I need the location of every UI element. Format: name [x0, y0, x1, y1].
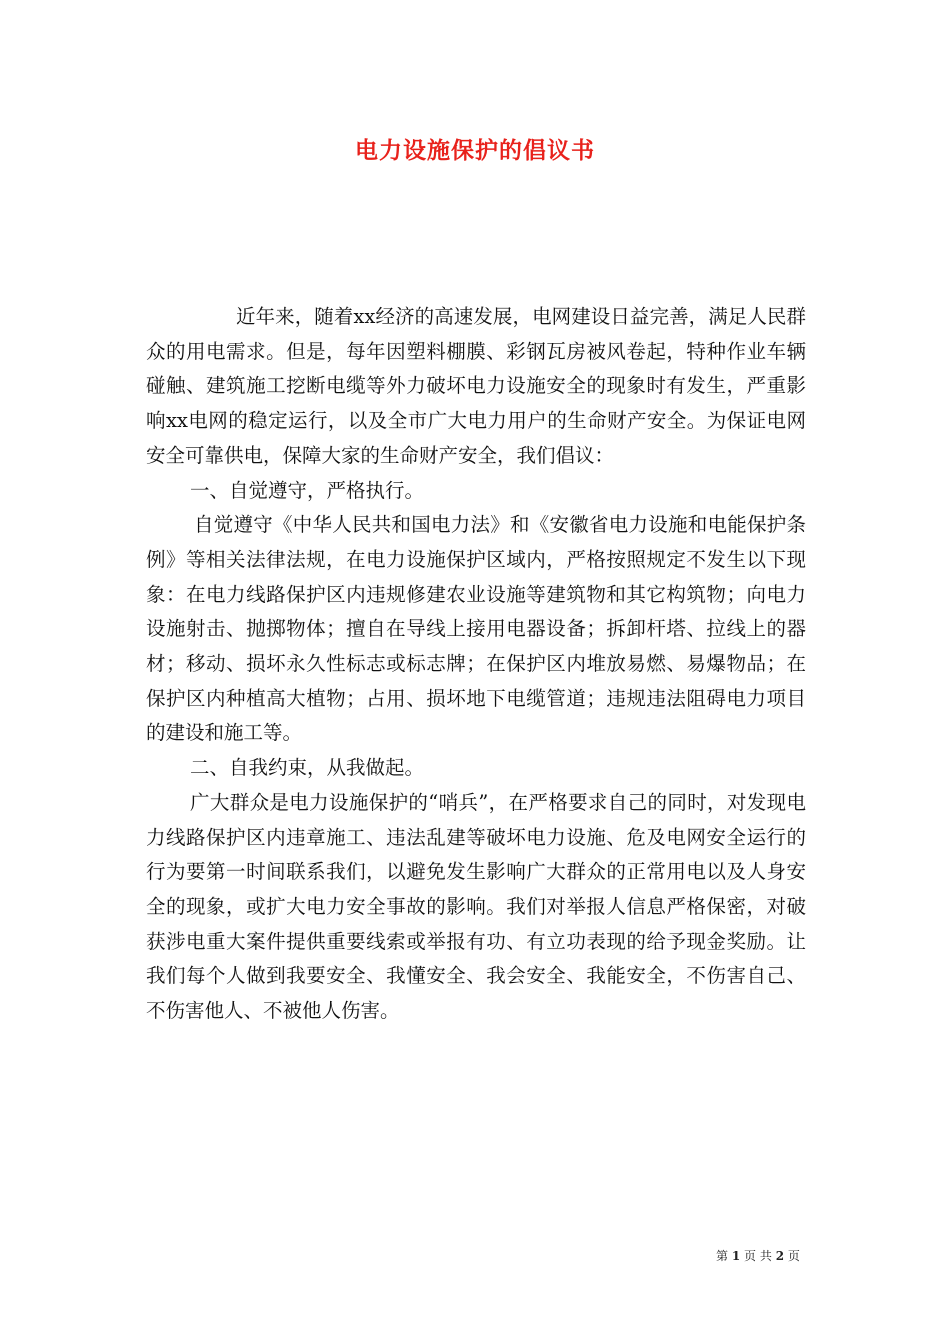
footer-suffix: 页	[787, 1249, 800, 1263]
current-page-number: 1	[731, 1249, 741, 1263]
footer-prefix: 第	[716, 1249, 729, 1263]
section-heading-1: 一、自觉遵守，严格执行。	[190, 478, 425, 502]
page-number-footer	[716, 1247, 800, 1264]
intro-paragraph: 近年来，随着xx经济的高速发展，电网建设日益完善，满足人民群众的用电需求。但是，每年因塑料棚膜、彩钢瓦房被风卷起，特种作业车辆碰触、建筑施工挖断电缆等外力破坏电力设施安全的现象时有发生，严重影响xx电网的稳定运行，以及全市广大电力用户的生命财产安全。为保证电网安全可靠供电，保障大家的生命财产安全，我们倡议：	[146, 305, 806, 467]
total-page-number: 2	[775, 1249, 785, 1263]
document-body	[146, 300, 806, 1029]
document-title: 电力设施保护的倡议书	[355, 137, 595, 164]
section-heading-2: 二、自我约束，从我做起。	[190, 756, 425, 780]
footer-middle: 页 共	[744, 1249, 772, 1263]
section-body-1: 自觉遵守《中华人民共和国电力法》和《安徽省电力设施和电能保护条例》等相关法律法规，在电力设施保护区域内，严格按照规定不发生以下现象：在电力线路保护区内违规修建农业设施等建筑物和其它构筑物；向电力设施射击、抛掷物体；擅自在导线上接用电器设备；拆卸杆塔、拉线上的器材；移动、损坏永久性标志或标志牌；在保护区内堆放易燃、易爆物品；在保护区内种植高大植物；占用、损坏地下电缆管道；违规违法阻碍电力项目的建设和施工等。	[146, 513, 806, 745]
section-body-2: 广大群众是电力设施保护的“哨兵”，在严格要求自己的同时，对发现电力线路保护区内违章施工、违法乱建等破坏电力设施、危及电网安全运行的行为要第一时间联系我们，以避免发生影响广大群众的正常用电以及人身安全的现象，或扩大电力安全事故的影响。我们对举报人信息严格保密，对破获涉电重大案件提供重要线索或举报有功、有立功表现的给予现金奖励。让我们每个人做到我要安全、我懂安全、我会安全、我能安全，不伤害自己、不伤害他人、不被他人伤害。	[146, 790, 806, 1023]
